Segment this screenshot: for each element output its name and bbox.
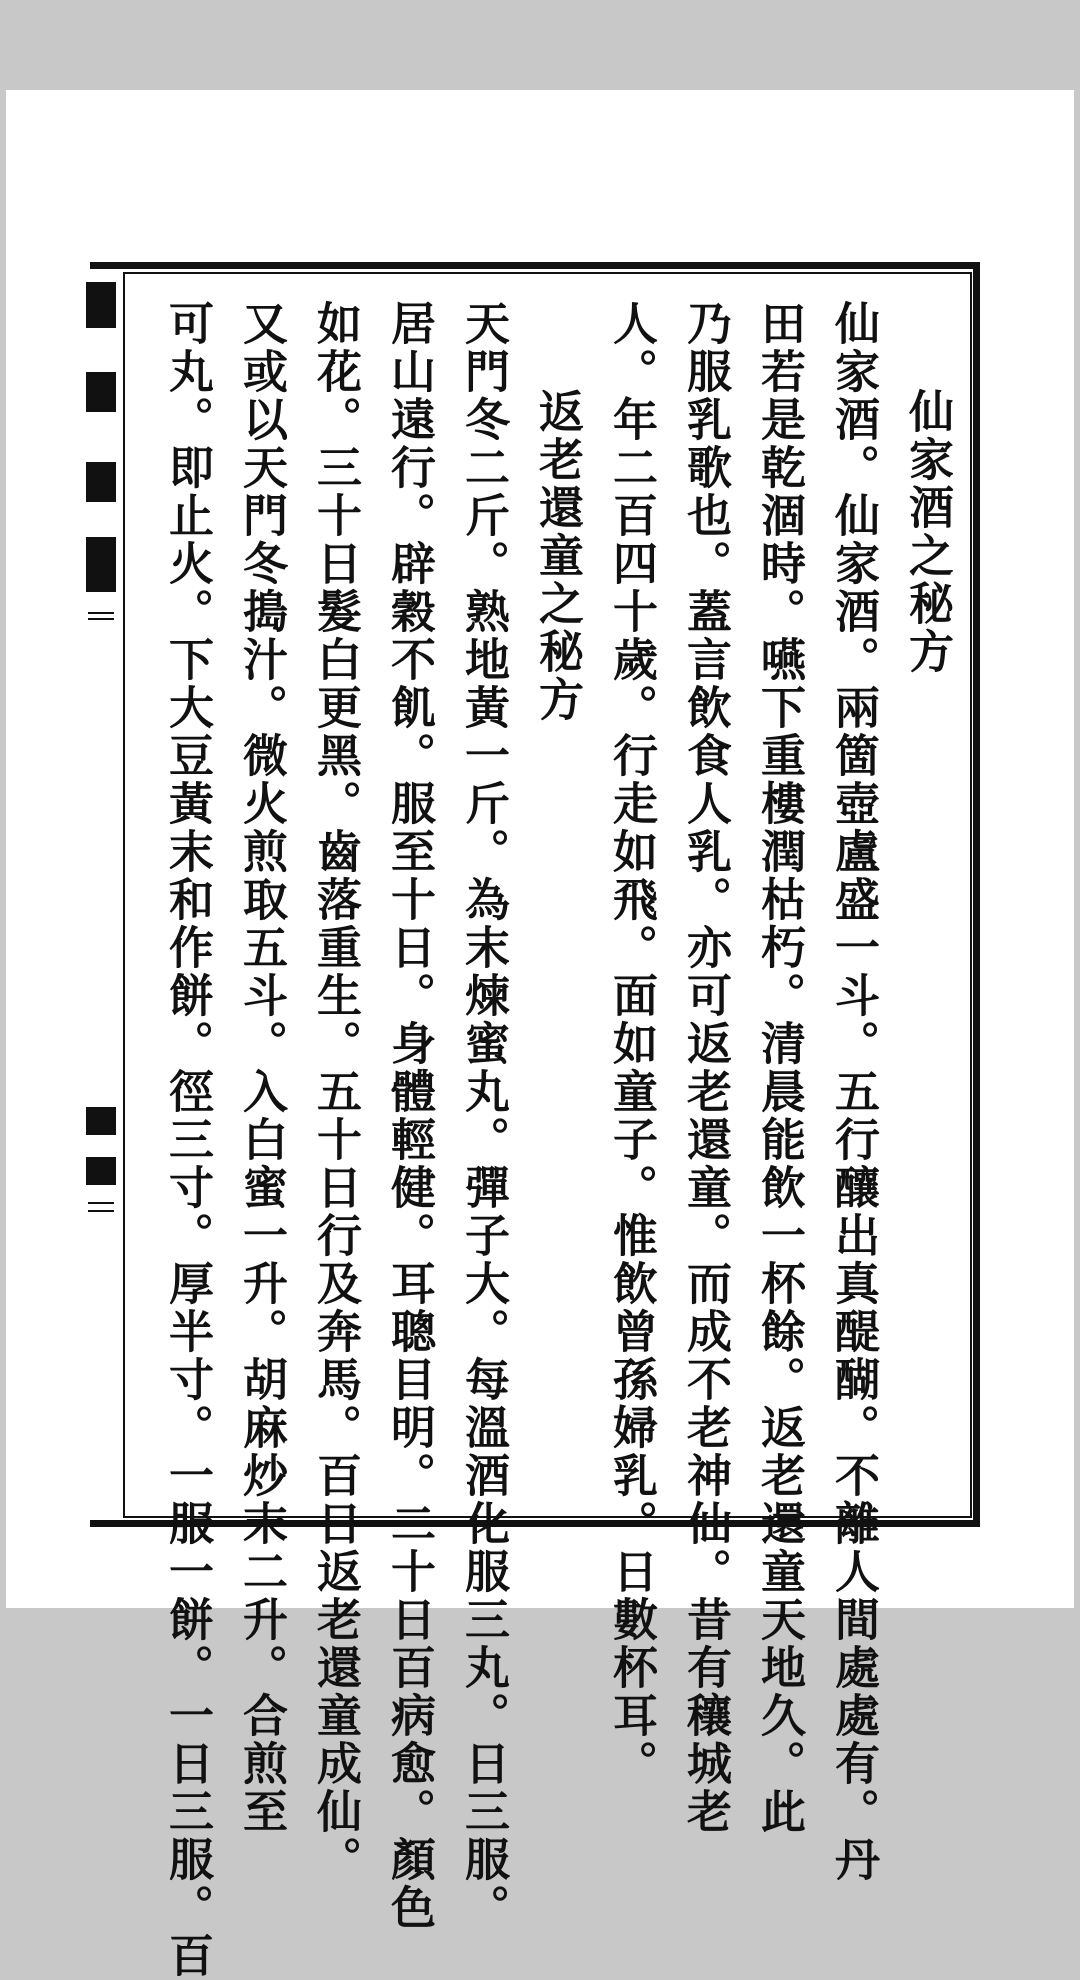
- text-column-9: 可丸。即止火。下大豆黃末和作餅。徑三寸。厚半寸。一服一餅。一日三服。百: [161, 300, 214, 1980]
- text-column-2: 田若是乾涸時。嚥下重樓潤枯朽。清晨能飲一杯餘。返老還童天地久。此: [753, 300, 806, 1836]
- text-column-1: 仙家酒。仙家酒。兩箇壺盧盛一斗。五行釀出真醍醐。不離人間處處有。丹: [827, 300, 880, 1884]
- text-column-6: 居山遠行。辟穀不飢。服至十日。身體輕健。耳聰目明。二十日百病愈。顏色: [383, 300, 436, 1932]
- text-column-5: 天門冬二斤。熟地黃一斤。為末煉蜜丸。彈子大。每溫酒化服三丸。日三服。: [457, 300, 510, 1932]
- text-column-7: 如花。三十日髮白更黑。齒落重生。五十日行及奔馬。百日返老還童成仙。: [309, 300, 362, 1884]
- text-column-3: 乃服乳歌也。蓋言飲食人乳。亦可返老還童。而成不老神仙。昔有穰城老: [679, 300, 732, 1836]
- text-column-8: 又或以天門冬搗汁。微火煎取五斗。入白蜜一升。胡麻炒末二升。合煎至: [235, 300, 288, 1836]
- section-title-wine-recipe: 仙家酒之秘方: [901, 388, 954, 676]
- text-column-4: 人。年二百四十歲。行走如飛。面如童子。惟飲曾孫婦乳。日數杯耳。: [605, 300, 658, 1788]
- section-title-rejuvenation-recipe: 返老還童之秘方: [531, 388, 584, 724]
